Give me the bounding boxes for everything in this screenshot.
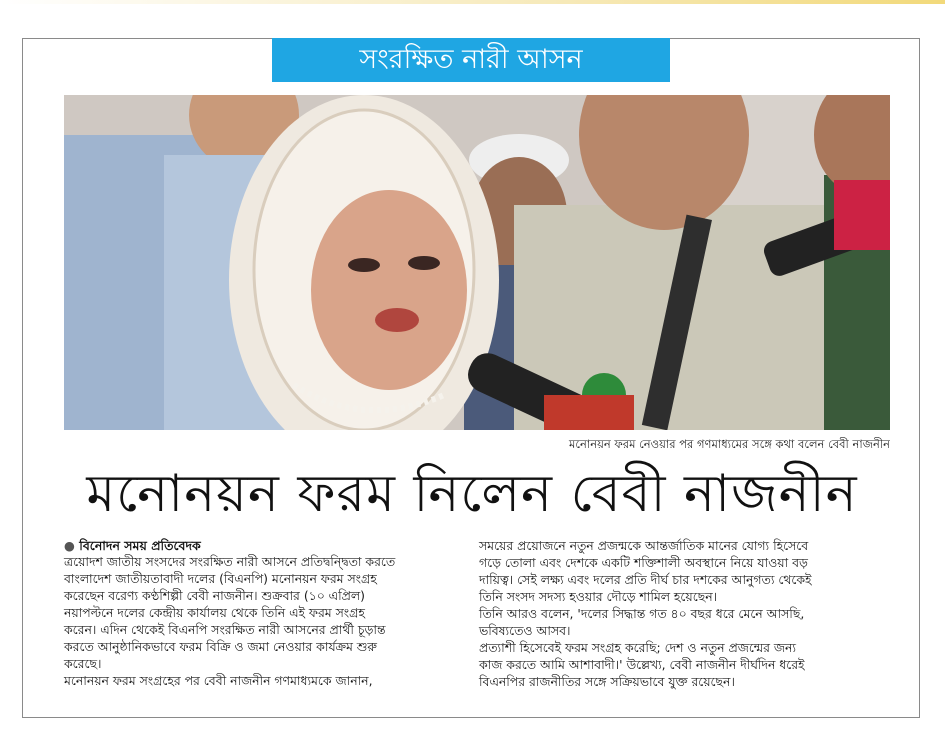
text-line: করতে আনুষ্ঠানিকভাবে ফরম বিক্রি ও জমা নেওয়ার কার্যক্রম শুরু [64, 639, 377, 654]
text-line: করেছে। [64, 656, 102, 671]
text-line: করেছেন বরেণ্য কণ্ঠশিল্পী বেবী নাজনীন। শুক্রবার (১০ এপ্রিল) [64, 588, 365, 603]
article-column-right [479, 537, 889, 690]
text-line: তিনি আরও বলেন, 'দলের সিদ্ধান্ত গত ৪০ বছর ধরে মেনে আসছি, [479, 606, 805, 621]
text-line: বাংলাদেশ জাতীয়তাবাদী দলের (বিএনপি) মনোনয়ন ফরম সংগ্রহ [64, 571, 377, 586]
text-line: তিনি সংসদ সদস্য হওয়ার দৌড়ে শামিল হয়েছেন। [479, 589, 718, 604]
section-banner: সংরক্ষিত নারী আসন [272, 38, 670, 82]
text-line: মনোনয়ন ফরম সংগ্রহের পর বেবী নাজনীন গণমাধ্যমকে জানান, [64, 673, 373, 688]
text-line: নয়াপল্টনে দলের কেন্দ্রীয় কার্যালয় থেকে তিনি এই ফরম সংগ্রহ [64, 605, 365, 620]
text-line: প্রত্যাশী হিসেবেই ফরম সংগ্রহ করেছি; দেশ ও নতুন প্রজন্মের জন্য [479, 640, 797, 655]
text-line: কাজ করতে আমি আশাবাদী।' উল্লেখ্য, বেবী নাজনীন দীর্ঘদিন ধরেই [479, 657, 805, 672]
byline-text: বিনোদন সময় প্রতিবেদক [79, 538, 201, 553]
text-line: ত্রয়োদশ জাতীয় সংসদের সংরক্ষিত নারী আসনে প্রতিদ্বন্দ্বিতা করতে [64, 554, 396, 569]
photo-caption: মনোনয়ন ফরম নেওয়ার পর গণমাধ্যমের সঙ্গে কথা বলেন বেবী নাজনীন [569, 437, 890, 451]
text-line: গড়ে তোলা এবং দেশকে একটি শক্তিশালী অবস্থানে নিয়ে যাওয়া বড় [479, 555, 808, 570]
news-photo [64, 95, 890, 430]
text-line: সময়ের প্রয়োজনে নতুন প্রজন্মকে আন্তর্জাতিক মানের যোগ্য হিসেবে [479, 538, 809, 553]
article-column-left [64, 553, 458, 689]
text-line: ভবিষ্যতেও আসব। [479, 623, 571, 638]
top-accent-line [0, 0, 945, 4]
headline: মনোনয়ন ফরম নিলেন বেবী নাজনীন [86, 464, 858, 524]
text-line: দায়িত্ব। সেই লক্ষ্য এবং দলের প্রতি দীর্ঘ চার দশকের আনুগত্য থেকেই [479, 572, 812, 587]
bullet-icon: ● [64, 538, 80, 553]
text-line: করেন। এদিন থেকেই বিএনপি সংরক্ষিত নারী আসনের প্রার্থী চূড়ান্ত [64, 622, 386, 637]
text-line: বিএনপির রাজনীতির সঙ্গে সক্রিয়ভাবে যুক্ত রয়েছেন। [479, 674, 735, 689]
